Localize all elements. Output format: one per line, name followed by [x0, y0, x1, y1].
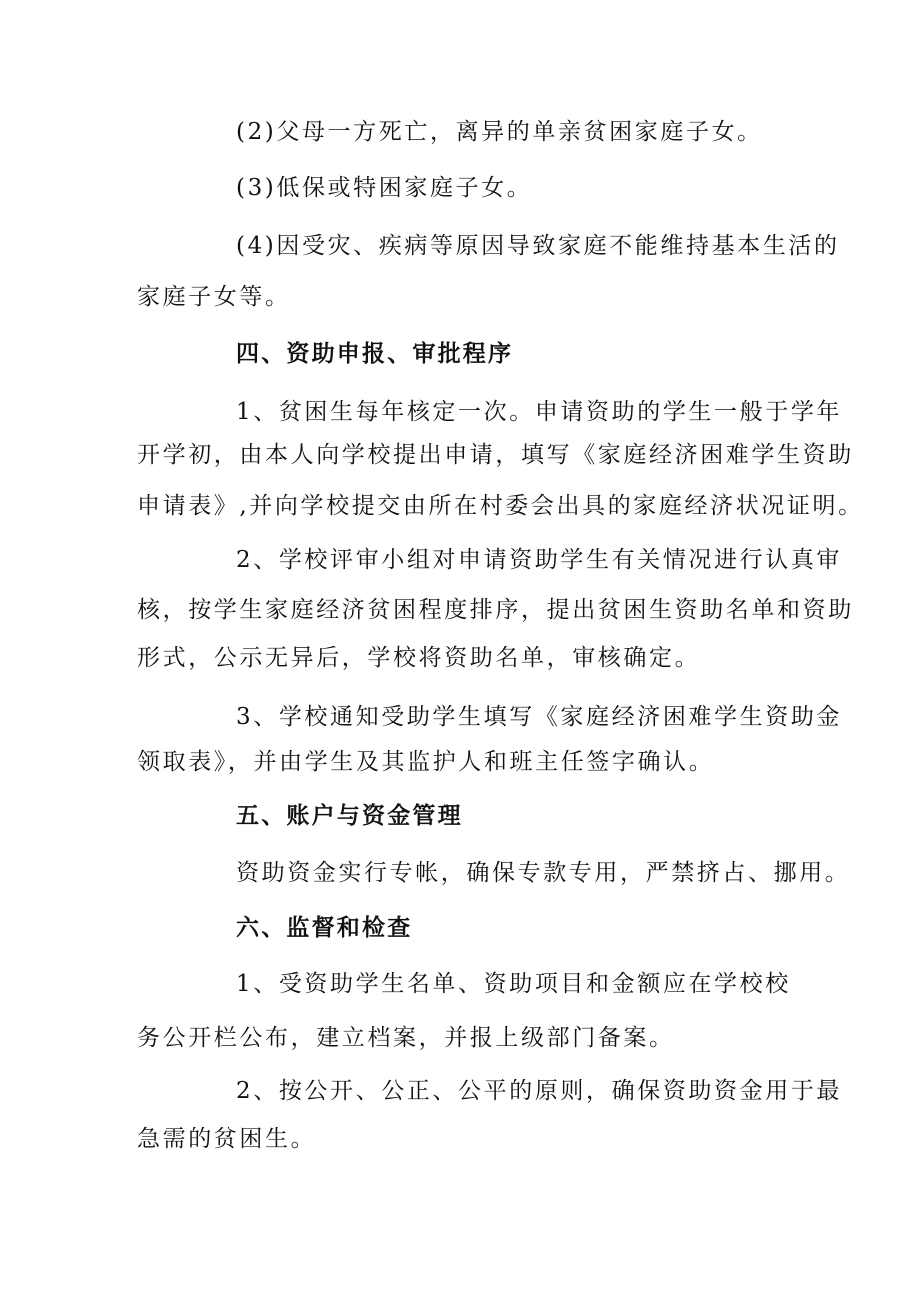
section4-paragraph3-line2: 领取表》，并由学生及其监护人和班主任签字确认。	[137, 749, 715, 775]
list-item-3-text: (3)低保或特困家庭子女。	[236, 175, 533, 201]
section-heading-4: 四、资助申报、审批程序	[236, 341, 514, 367]
section6-paragraph2-line1: 2、按公开、公正、公平的原则，确保资助资金用于最	[236, 1078, 843, 1104]
section-heading-5: 五、账户与资金管理	[236, 803, 463, 829]
section4-paragraph2-line1: 2、学校评审小组对申请资助学生有关情况进行认真审	[236, 547, 843, 573]
section6-paragraph1-line1: 1、受资助学生名单、资助项目和金额应在学校校	[236, 971, 791, 997]
section4-paragraph1-line1: 1、贫困生每年核定一次。申请资助的学生一般于学年	[236, 399, 843, 425]
list-item-2-text: (2)父母一方死亡，离异的单亲贫困家庭子女。	[236, 119, 763, 145]
section4-paragraph1-line2: 开学初，由本人向学校提出申请，填写《家庭经济困难学生资助	[137, 442, 854, 468]
section4-paragraph2-line2: 核，按学生家庭经济贫困程度排序，提出贫困生资助名单和资助	[137, 597, 854, 623]
section6-paragraph2-line2: 急需的贫困生。	[137, 1126, 317, 1152]
section4-paragraph2-line3: 形式，公示无异后，学校将资助名单，审核确定。	[137, 645, 701, 671]
section5-paragraph: 资助资金实行专帐，确保专款专用，严禁挤占、挪用。	[236, 860, 851, 886]
list-item-4-text-line2: 家庭子女等。	[137, 284, 291, 310]
list-item-4-text-line1: (4)因受灾、疾病等原因导致家庭不能维持基本生活的	[236, 233, 840, 259]
section4-paragraph3-line1: 3、学校通知受助学生填写《家庭经济困难学生资助金	[236, 704, 843, 730]
section-heading-6: 六、监督和检查	[236, 915, 413, 941]
section6-paragraph1-line2: 务公开栏公布，建立档案，并报上级部门备案。	[137, 1025, 675, 1051]
section4-paragraph1-line3: 申请表》,并向学校提交由所在村委会出具的家庭经济状况证明。	[137, 493, 864, 519]
